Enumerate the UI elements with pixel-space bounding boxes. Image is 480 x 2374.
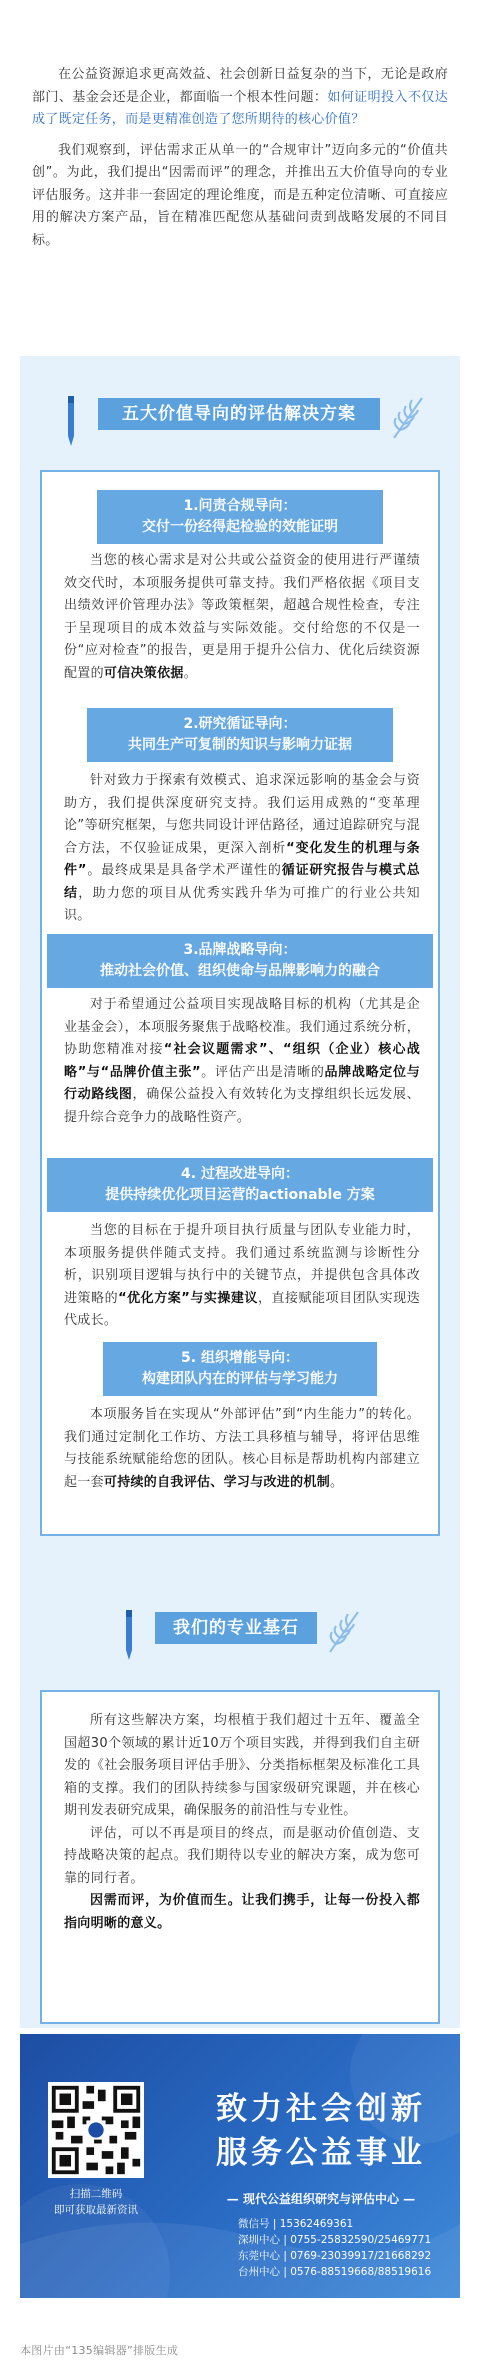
foundation-paragraph-2: 评估，可以不再是项目的终点，而是驱动价值创造、支持战略决策的起点。我们期待以专业的解决方案，成为您可靠的同行者。 [64, 1825, 420, 1886]
service-2-emphasis-1: “变化发生的机理与条件” [64, 840, 420, 878]
qr-caption-2: 即可获取最新资讯 [54, 2204, 138, 2216]
contact-list [238, 2216, 458, 2280]
banner-slogan-2: 服务公益事业 [216, 2135, 426, 2171]
qr-code[interactable] [48, 2082, 144, 2178]
contact-shenzhen: 深圳中心 | 0755-25832590/25469771 [238, 2234, 432, 2246]
service-4-heading [47, 1158, 433, 1212]
service-5-heading [103, 1342, 377, 1396]
service-5-emphasis: 可持续的自我评估、学习与改进的机制 [103, 1474, 331, 1490]
service-3-emphasis-2: 品牌战略定位与行动路线图 [64, 1064, 420, 1102]
service-2-body: 针对致力于探索有效模式、追求深远影响的基金会与资助方，我们提供深度研究支持。我们运用成熟的“变革理论”等研究框架，与您共同设计评估路径，通过追踪研究与混合方法，不仅验证成果，更深入剖析“变化发生的机理与条件”。最终成果是具备学术严谨性的循证研究报告与模式总结，助力您的项目从优秀实践升华为可推广的行业公共知识。 [64, 773, 420, 923]
service-3-heading-line1: 3.品牌战略导向： [183, 942, 297, 958]
foundation-title: 我们的专业基石 [155, 1612, 317, 1644]
service-2-emphasis-2: 循证研究报告与模式总结 [64, 863, 420, 901]
center-name: — 现代公益组织研究与评估中心 — [226, 2192, 416, 2206]
service-5-body: 本项服务旨在实现从“外部评估”到“内生能力”的转化。我们通过定制化工作坊、方法工具移植与辅导，将评估思维与技能系统赋能给您的团队。核心目标是帮助机构内部建立起一套可持续的自我评估、学习与改进的机制。 [64, 1407, 420, 1490]
service-3-heading-line2: 推动社会价值、组织使命与品牌影响力的融合 [100, 963, 380, 979]
foundation-paragraph-1: 所有这些解决方案，均根植于我们超过十五年、覆盖全国超30个领域的累计近10万个项目实践，并得到我们自主研发的《社会服务项目评估手册》、分类指标框架及标准化工具箱的支撑。我们的团队持续参与国家级研究课题，并在核心期刊发表研究成果，确保服务的前沿性与专业性。 [64, 1713, 420, 1818]
contact-dongguan: 东莞中心 | 0769-23039917/21668292 [238, 2250, 432, 2262]
foundation-body [64, 1710, 420, 1935]
service-2-heading [87, 708, 393, 762]
service-1-heading [97, 490, 383, 544]
service-4-body: 当您的目标在于提升项目执行质量与团队专业能力时，本项服务提供伴随式支持。我们通过系统监测与诊断性分析，识别项目逻辑与执行中的关键节点，并提供包含具体改进策略的“优化方案”与实操建议，直接赋能项目团队实现迭代成长。 [64, 1223, 420, 1328]
intro-text: 在公益资源追求更高效益、社会创新日益复杂的当下，无论是政府部门、基金会还是企业，都面临一个根本性问题： [32, 67, 448, 105]
promo-banner [20, 2034, 460, 2298]
foundation-title-row [20, 1600, 460, 1680]
service-1-heading-line1: 1.问责合规导向： [183, 498, 297, 514]
editor-credit: 本图片由“135编辑器”排版生成 [20, 2344, 179, 2357]
service-3-body: 对于希望通过公益项目实现战略目标的机构（尤其是企业基金会），本项服务聚焦于战略校准。我们通过系统分析，协助您精准对接“社会议题需求”、“组织（企业）核心战略”与“品牌价值主张”。评估产出是清晰的品牌战略定位与行动路线图，确保公益投入有效转化为支撑组织长远发展、提升综合竞争力的战略性资产。 [64, 997, 420, 1125]
solutions-title-row [20, 386, 460, 466]
service-1-heading-line2: 交付一份经得起检验的效能证明 [142, 519, 338, 535]
solutions-panel [40, 470, 440, 1536]
intro [32, 64, 448, 252]
service-2-heading-line2: 共同生产可复制的知识与影响力证据 [128, 737, 352, 753]
service-5-heading-line2: 构建团队内在的评估与学习能力 [142, 1371, 338, 1387]
service-1-emphasis: 可信决策依据 [103, 665, 184, 681]
pen-icon [120, 1608, 138, 1664]
foundation-closing: 因需而评，为价值而生。让我们携手，让每一份投入都指向明晰的意义。 [64, 1893, 420, 1931]
contact-wechat: 微信号 | 15362469361 [238, 2218, 354, 2230]
qr-caption-1: 扫描二维码 [69, 2188, 123, 2200]
service-3-heading [47, 934, 433, 988]
leaf-icon [388, 392, 428, 440]
foundation-panel [40, 1690, 440, 2024]
service-1-body: 当您的核心需求是对公共或公益资金的使用进行严谨绩效交代时，本项服务提供可靠支持。我们严格依据《项目支出绩效评价管理办法》等政策框架，超越合规性检查，专注于呈现项目的成本效益与实际效能。交付给您的不仅是一份“应对检查”的报告，更是用于提升公信力、优化后续资源配置的可信决策依据。 [64, 553, 420, 681]
pen-icon [62, 394, 80, 450]
solutions-title: 五大价值导向的评估解决方案 [98, 398, 380, 430]
banner-slogan-1: 致力社会创新 [216, 2091, 426, 2127]
service-4-heading-line1: 4. 过程改进导向： [181, 1166, 299, 1182]
intro-highlight: 如何证明投入不仅达成了既定任务，而是更精准创造了您所期待的核心价值？ [32, 89, 448, 127]
service-1-text: 当您的核心需求是对公共或公益资金的使用进行严谨绩效交代时，本项服务提供可靠支持。我们严格依据《项目支出绩效评价管理办法》等政策框架，超越合规性检查，专注于呈现项目的成本效益与实际效能。交付给您的不仅是一份“应对检查”的报告，更是用于提升公信力、优化后续资源配置的 [64, 553, 420, 681]
intro-paragraph-1 [32, 64, 448, 132]
service-3-emphasis-1: “社会议题需求”、“组织（企业）核心战略”与“品牌价值主张” [64, 1042, 420, 1080]
service-4-heading-line2: 提供持续优化项目运营的actionable 方案 [105, 1187, 375, 1203]
service-4-emphasis: “优化方案”与实操建议 [118, 1290, 258, 1306]
leaf-icon [324, 1606, 364, 1654]
service-2-heading-line1: 2.研究循证导向： [183, 716, 297, 732]
service-5-heading-line1: 5. 组织增能导向： [181, 1350, 299, 1366]
contact-taizhou: 台州中心 | 0576-88519668/88519616 [238, 2266, 432, 2278]
intro-paragraph-2: 我们观察到，评估需求正从单一的“合规审计”迈向多元的“价值共创”。为此，我们提出“因需而评”的理念，并推出五大价值导向的专业评估服务。这并非一套固定的理论维度，而是五种定位清晰、可直接应用的解决方案产品，旨在精准匹配您从基础问责到战略发展的不同目标。 [32, 142, 448, 248]
